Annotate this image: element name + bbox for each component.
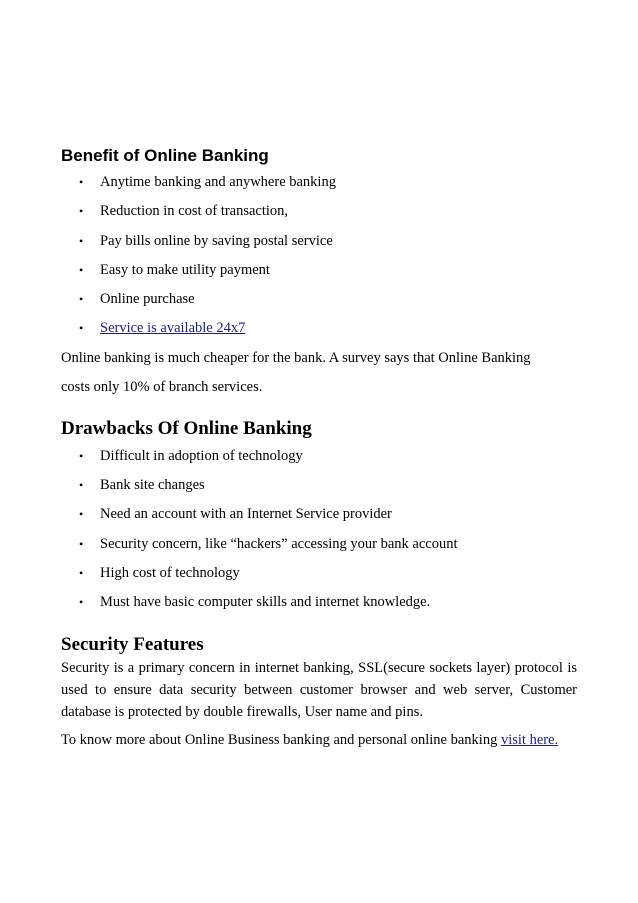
list-item-text: High cost of technology	[100, 564, 240, 581]
list-item	[61, 588, 577, 617]
bullet-icon: •	[79, 565, 84, 580]
list-item	[61, 227, 577, 256]
list-item	[61, 500, 577, 529]
drawbacks-list	[61, 442, 577, 618]
drawbacks-heading: Drawbacks Of Online Banking	[61, 417, 312, 439]
benefit-summary	[61, 344, 577, 403]
list-item-text: Bank site changes	[100, 477, 205, 494]
benefit-heading: Benefit of Online Banking	[61, 146, 269, 165]
list-item	[61, 168, 577, 197]
list-item-text: Must have basic computer skills and internet knowledge.	[100, 594, 431, 611]
list-item	[61, 471, 577, 500]
more-info-paragraph	[61, 729, 577, 751]
list-item	[61, 559, 577, 588]
service-24x7-link[interactable]: Service is available 24x7	[100, 320, 246, 337]
security-heading: Security Features	[61, 633, 204, 655]
list-item-text: Difficult in adoption of technology	[100, 447, 303, 464]
list-item	[61, 197, 577, 226]
benefit-list	[61, 168, 577, 344]
bullet-icon: •	[79, 507, 84, 522]
bullet-icon: •	[79, 478, 84, 493]
bullet-icon: •	[79, 175, 84, 189]
bullet-icon: •	[79, 204, 84, 219]
list-item-text: Anytime banking and anywhere banking	[100, 174, 336, 190]
bullet-icon: •	[79, 292, 84, 307]
list-item	[61, 285, 577, 314]
list-item	[61, 256, 577, 285]
list-item	[61, 530, 577, 559]
list-item-text: Pay bills online by saving postal service	[100, 232, 333, 249]
list-item-text: Online purchase	[100, 291, 195, 308]
list-item-text: Easy to make utility payment	[100, 261, 270, 278]
list-item	[61, 314, 577, 343]
security-paragraph: Security is a primary concern in internet banking, SSL(secure sockets layer) protocol is used to ensure data security between customer browser and web server, Customer database is protected by double firewalls, User name and pins.	[61, 659, 577, 721]
bullet-icon: •	[79, 233, 84, 248]
bullet-icon: •	[79, 536, 84, 551]
bullet-icon: •	[79, 262, 84, 277]
list-item	[61, 442, 577, 471]
summary-line-1: Online banking is much cheaper for the bank. A survey says that Online Banking	[61, 349, 531, 366]
more-info-text: To know more about Online Business banking and personal online banking	[61, 732, 498, 749]
bullet-icon: •	[79, 321, 84, 336]
list-item-text: Reduction in cost of transaction,	[100, 203, 289, 220]
bullet-icon: •	[79, 448, 84, 463]
visit-here-link[interactable]: visit here.	[500, 732, 559, 749]
list-item-text: Security concern, like “hackers” accessing your bank account	[100, 535, 458, 552]
document-page	[61, 145, 577, 752]
summary-line-2: costs only 10% of branch services.	[61, 379, 263, 396]
bullet-icon: •	[79, 595, 84, 610]
list-item-text: Need an account with an Internet Service provider	[100, 506, 392, 523]
